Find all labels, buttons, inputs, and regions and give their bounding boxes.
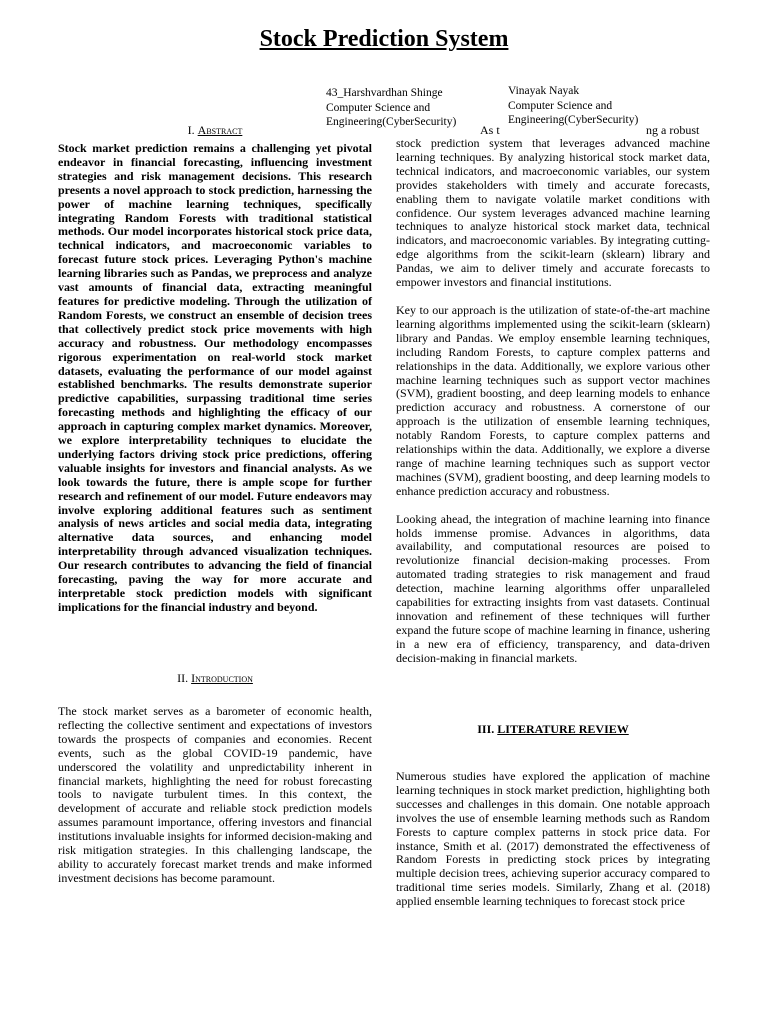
body-paragraph: stock prediction system that leverages advanced machine learning techniques. By analyzing historical stock market data, technical indicators, and macroeconomic variables, our system provides stakeholders with timely and accurate forecasts, enabling them to navigate volatile market conditions with confidence. Our system leverages advanced machine learning techniques to analyze historical stock market data, technical indicators, and macroeconomic variables. By integrating cutting-edge algorithms from the scikit-learn (sklearn) library and Pandas, we aim to deliver timely and accurate forecasts to empower investors and financial institutions.: [396, 136, 710, 290]
author-name: Vinayak Nayak: [508, 85, 580, 97]
section-title: LITERATURE REVIEW: [497, 722, 629, 736]
author-department: Computer Science and: [508, 99, 613, 112]
abstract-paragraph: Stock market prediction remains a challenging yet pivotal endeavor in financial forecasting, influencing investment strategies and risk management decisions. This research presents a novel approach to stock prediction, harnessing the power of machine learning techniques, specifically integrating Random Forests with traditional statistical methods. Our model incorporates historical stock price data, technical indicators, and macroeconomic variables to forecast future stock prices. Leveraging Python's machine learning libraries such as Pandas, we preprocess and analyze vast amounts of financial data, extracting meaningful features for predictive modeling. Through the utilization of Random Forests, we construct an ensemble of decision trees that collectively predict stock price movements with high accuracy and robustness. Our methodology encompasses rigorous experimentation on real-world stock market datasets, evaluating the performance of our model against established benchmarks. The results demonstrate superior predictive capabilities, surpassing traditional time series forecasting methods and highlighting the efficacy of our approach in capturing complex market dynamics. Moreover, we explore interpretability techniques to elucidate the underlying factors driving stock price predictions, offering valuable insights for investors and financial analysts. As we look towards the future, there is ample scope for further research and refinement of our model. Future endeavors may involve exploring additional features such as sentiment analysis of news articles and social media data, integrating alternative data sources, and enhancing model interpretability through advanced visualization techniques. Our research contributes to advancing the field of financial forecasting, paving the way for more accurate and interpretable stock prediction models with significant implications for the financial industry and beyond.: [58, 141, 372, 614]
abstract-heading: [58, 123, 372, 138]
author-department: Computer Science and: [326, 101, 431, 114]
introduction-heading: [58, 671, 372, 686]
body-paragraph: Looking ahead, the integration of machine learning into finance holds immense promise. Advances in algorithms, data availability, and computational resources are poised to revolutionize financial decision-making processes. From automated trading strategies to risk management and fraud detection, machine learning algorithms offer unparalleled capabilities for extracting insights from vast datasets. Continual innovation and refinement of these techniques will further expand the future scope of machine learning in finance, ushering in a new era of efficiency, transparency, and data-driven decision-making in financial markets.: [396, 511, 710, 665]
literature-heading: [396, 722, 710, 737]
literature-paragraph: Numerous studies have explored the application of machine learning techniques in stock market prediction, highlighting both successes and challenges in this domain. One notable approach involves the use of ensemble learning methods such as Random Forests to capture complex patterns in stock price data. For instance, Smith et al. (2017) demonstrated the effectiveness of Random Forests in predicting stock prices by integrating multiple decision trees, achieving superior accuracy compared to traditional time series models. Similarly, Zhang et al. (2018) applied ensemble learning techniques to forecast stock price: [396, 769, 710, 909]
author-block-2: [508, 84, 638, 128]
partial-line-right: ng a robust: [646, 123, 700, 137]
partial-line-left: As t: [480, 123, 500, 137]
section-number: I.: [187, 123, 195, 137]
body-paragraph: Key to our approach is the utilization of state-of-the-art machine learning algorithms implemented using the scikit-learn (sklearn) library and Pandas. We employ ensemble learning techniques, including Random Forests, to capture complex patterns and relationships in the data. Additionally, we explore various other machine learning techniques such as support vector machines (SVM), gradient boosting, and deep learning models to enhance prediction accuracy and robustness. A cornerstone of our approach is the utilization of ensemble learning techniques, notably Random Forests, to capture complex patterns and relationships within the data. Additionally, we explore a diverse range of machine learning techniques such as support vector machines (SVM), gradient boosting, and deep learning models to enhance prediction accuracy and robustness.: [396, 302, 710, 498]
abstract-body: [58, 142, 372, 615]
section-title: Abstract: [197, 123, 243, 137]
paper-title: Stock Prediction System: [259, 26, 509, 52]
right-column-body: [396, 137, 710, 666]
author-department: Engineering(CyberSecurity): [508, 114, 639, 126]
author-department: Engineering(CyberSecurity): [326, 116, 457, 128]
literature-body: [396, 770, 710, 909]
section-number: III.: [477, 722, 495, 736]
section-number: II.: [177, 671, 189, 685]
section-title: Introduction: [191, 671, 253, 685]
introduction-body: [58, 705, 372, 886]
introduction-paragraph: The stock market serves as a barometer of economic health, reflecting the collective sentiment and expectations of investors towards the prospects of companies and economies. Recent events, such as the global COVID-19 pandemic, have underscored the volatility and unpredictability inherent in financial markets, highlighting the need for robust forecasting tools to navigate turbulent times. In this context, the development of accurate and reliable stock prediction models assumes paramount importance, offering investors and financial institutions invaluable insights for informed decision-making and risk mitigation strategies. In this challenging landscape, the ability to accurately forecast market trends and make informed investment decisions has become paramount.: [58, 704, 372, 885]
author-name: 43_Harshvardhan Shinge: [326, 87, 443, 99]
